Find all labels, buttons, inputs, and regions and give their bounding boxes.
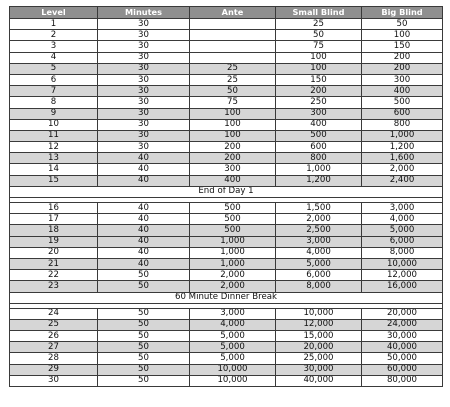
table-row <box>10 74 443 85</box>
cell-ante: 300 <box>190 164 276 175</box>
cell-level: 23 <box>10 281 98 292</box>
cell-ante <box>190 52 276 63</box>
cell-big-blind: 2,400 <box>362 175 443 186</box>
cell-minutes: 50 <box>98 319 190 330</box>
table-row <box>10 63 443 74</box>
table-row <box>10 342 443 353</box>
cell-level: 6 <box>10 74 98 85</box>
cell-minutes: 30 <box>98 19 190 30</box>
cell-minutes: 40 <box>98 214 190 225</box>
table-row <box>10 331 443 342</box>
cell-minutes: 40 <box>98 175 190 186</box>
cell-level: 1 <box>10 19 98 30</box>
cell-ante: 2,000 <box>190 270 276 281</box>
cell-big-blind: 16,000 <box>362 281 443 292</box>
cell-ante: 500 <box>190 214 276 225</box>
cell-minutes: 30 <box>98 142 190 153</box>
cell-small-blind: 15,000 <box>276 331 362 342</box>
cell-level: 13 <box>10 153 98 164</box>
cell-minutes: 40 <box>98 164 190 175</box>
cell-level: 15 <box>10 175 98 186</box>
cell-small-blind: 2,500 <box>276 225 362 236</box>
cell-small-blind: 150 <box>276 74 362 85</box>
table-row <box>10 375 443 386</box>
cell-small-blind: 8,000 <box>276 281 362 292</box>
table-row <box>10 236 443 247</box>
cell-minutes: 50 <box>98 375 190 386</box>
table-row <box>10 214 443 225</box>
table-row <box>10 319 443 330</box>
cell-big-blind: 5,000 <box>362 225 443 236</box>
cell-minutes: 30 <box>98 130 190 141</box>
cell-small-blind: 3,000 <box>276 236 362 247</box>
cell-big-blind: 40,000 <box>362 342 443 353</box>
cell-level: 12 <box>10 142 98 153</box>
cell-big-blind: 1,600 <box>362 153 443 164</box>
cell-small-blind: 40,000 <box>276 375 362 386</box>
cell-small-blind: 250 <box>276 97 362 108</box>
cell-level: 30 <box>10 375 98 386</box>
cell-big-blind: 1,200 <box>362 142 443 153</box>
cell-ante: 400 <box>190 175 276 186</box>
cell-minutes: 30 <box>98 119 190 130</box>
cell-ante: 200 <box>190 153 276 164</box>
cell-minutes: 40 <box>98 247 190 258</box>
cell-ante: 10,000 <box>190 364 276 375</box>
cell-ante: 1,000 <box>190 258 276 269</box>
cell-level: 19 <box>10 236 98 247</box>
cell-big-blind: 6,000 <box>362 236 443 247</box>
table-row <box>10 108 443 119</box>
cell-ante: 5,000 <box>190 331 276 342</box>
table-row <box>10 281 443 292</box>
cell-ante: 4,000 <box>190 319 276 330</box>
cell-level: 8 <box>10 97 98 108</box>
header-level: Level <box>10 7 98 19</box>
cell-level: 22 <box>10 270 98 281</box>
cell-minutes: 30 <box>98 30 190 41</box>
cell-small-blind: 400 <box>276 119 362 130</box>
cell-big-blind: 3,000 <box>362 203 443 214</box>
cell-minutes: 50 <box>98 308 190 319</box>
cell-minutes: 30 <box>98 74 190 85</box>
cell-ante: 500 <box>190 203 276 214</box>
header-row <box>10 7 443 19</box>
cell-level: 17 <box>10 214 98 225</box>
section-dinner-break <box>10 292 443 303</box>
cell-big-blind: 60,000 <box>362 364 443 375</box>
cell-big-blind: 2,000 <box>362 164 443 175</box>
cell-ante: 200 <box>190 142 276 153</box>
blind-structure-table <box>9 6 443 387</box>
cell-minutes: 40 <box>98 203 190 214</box>
cell-minutes: 30 <box>98 108 190 119</box>
cell-small-blind: 6,000 <box>276 270 362 281</box>
table-row <box>10 164 443 175</box>
cell-minutes: 40 <box>98 258 190 269</box>
table-row <box>10 364 443 375</box>
cell-small-blind: 100 <box>276 63 362 74</box>
header-small-blind: Small Blind <box>276 7 362 19</box>
cell-big-blind: 50,000 <box>362 353 443 364</box>
cell-big-blind: 100 <box>362 30 443 41</box>
cell-level: 21 <box>10 258 98 269</box>
cell-small-blind: 200 <box>276 86 362 97</box>
cell-ante: 100 <box>190 108 276 119</box>
cell-ante: 500 <box>190 225 276 236</box>
cell-level: 27 <box>10 342 98 353</box>
cell-small-blind: 2,000 <box>276 214 362 225</box>
cell-ante <box>190 19 276 30</box>
table-row <box>10 353 443 364</box>
cell-ante: 100 <box>190 130 276 141</box>
cell-level: 14 <box>10 164 98 175</box>
cell-minutes: 30 <box>98 86 190 97</box>
header-ante: Ante <box>190 7 276 19</box>
table-row <box>10 86 443 97</box>
table-row <box>10 153 443 164</box>
cell-big-blind: 24,000 <box>362 319 443 330</box>
cell-big-blind: 12,000 <box>362 270 443 281</box>
cell-level: 29 <box>10 364 98 375</box>
cell-small-blind: 20,000 <box>276 342 362 353</box>
cell-small-blind: 1,500 <box>276 203 362 214</box>
table-row <box>10 119 443 130</box>
cell-big-blind: 800 <box>362 119 443 130</box>
cell-level: 24 <box>10 308 98 319</box>
cell-ante: 3,000 <box>190 308 276 319</box>
table-row <box>10 41 443 52</box>
cell-big-blind: 80,000 <box>362 375 443 386</box>
cell-small-blind: 25 <box>276 19 362 30</box>
cell-ante: 25 <box>190 63 276 74</box>
cell-ante: 5,000 <box>190 342 276 353</box>
table-row <box>10 203 443 214</box>
cell-small-blind: 100 <box>276 52 362 63</box>
section-end-of-day-1-label: End of Day 1 <box>10 186 443 197</box>
cell-small-blind: 1,000 <box>276 164 362 175</box>
cell-minutes: 50 <box>98 270 190 281</box>
cell-ante: 75 <box>190 97 276 108</box>
cell-small-blind: 500 <box>276 130 362 141</box>
cell-level: 11 <box>10 130 98 141</box>
table-row <box>10 19 443 30</box>
cell-big-blind: 400 <box>362 86 443 97</box>
cell-ante: 1,000 <box>190 236 276 247</box>
table-row <box>10 175 443 186</box>
cell-big-blind: 4,000 <box>362 214 443 225</box>
cell-small-blind: 5,000 <box>276 258 362 269</box>
cell-minutes: 30 <box>98 41 190 52</box>
cell-small-blind: 75 <box>276 41 362 52</box>
cell-big-blind: 600 <box>362 108 443 119</box>
cell-big-blind: 150 <box>362 41 443 52</box>
cell-big-blind: 200 <box>362 52 443 63</box>
cell-small-blind: 800 <box>276 153 362 164</box>
cell-minutes: 50 <box>98 281 190 292</box>
section-dinner-break-label: 60 Minute Dinner Break <box>10 292 443 303</box>
cell-minutes: 30 <box>98 97 190 108</box>
cell-ante: 25 <box>190 74 276 85</box>
table-row <box>10 270 443 281</box>
cell-level: 5 <box>10 63 98 74</box>
table-row <box>10 258 443 269</box>
section-end-of-day-1 <box>10 186 443 197</box>
cell-level: 16 <box>10 203 98 214</box>
cell-ante: 1,000 <box>190 247 276 258</box>
cell-level: 18 <box>10 225 98 236</box>
cell-level: 7 <box>10 86 98 97</box>
cell-level: 9 <box>10 108 98 119</box>
table-row <box>10 308 443 319</box>
cell-minutes: 40 <box>98 236 190 247</box>
cell-big-blind: 50 <box>362 19 443 30</box>
cell-minutes: 50 <box>98 342 190 353</box>
table-row <box>10 225 443 236</box>
table-row <box>10 130 443 141</box>
cell-minutes: 50 <box>98 364 190 375</box>
cell-minutes: 40 <box>98 225 190 236</box>
cell-big-blind: 300 <box>362 74 443 85</box>
cell-big-blind: 500 <box>362 97 443 108</box>
cell-level: 26 <box>10 331 98 342</box>
cell-minutes: 50 <box>98 331 190 342</box>
cell-small-blind: 1,200 <box>276 175 362 186</box>
cell-minutes: 40 <box>98 153 190 164</box>
header-big-blind: Big Blind <box>362 7 443 19</box>
cell-level: 20 <box>10 247 98 258</box>
header-minutes: Minutes <box>98 7 190 19</box>
cell-minutes: 30 <box>98 63 190 74</box>
cell-big-blind: 1,000 <box>362 130 443 141</box>
cell-small-blind: 12,000 <box>276 319 362 330</box>
cell-ante: 100 <box>190 119 276 130</box>
blind-structure-container <box>9 6 442 387</box>
cell-small-blind: 50 <box>276 30 362 41</box>
cell-ante: 50 <box>190 86 276 97</box>
table-row <box>10 97 443 108</box>
cell-small-blind: 30,000 <box>276 364 362 375</box>
cell-level: 2 <box>10 30 98 41</box>
table-body <box>10 19 443 387</box>
cell-ante: 2,000 <box>190 281 276 292</box>
cell-ante <box>190 41 276 52</box>
table-row <box>10 52 443 63</box>
cell-small-blind: 600 <box>276 142 362 153</box>
cell-big-blind: 8,000 <box>362 247 443 258</box>
cell-level: 3 <box>10 41 98 52</box>
cell-ante: 5,000 <box>190 353 276 364</box>
cell-big-blind: 200 <box>362 63 443 74</box>
cell-small-blind: 4,000 <box>276 247 362 258</box>
cell-level: 28 <box>10 353 98 364</box>
cell-minutes: 50 <box>98 353 190 364</box>
cell-small-blind: 25,000 <box>276 353 362 364</box>
table-row <box>10 30 443 41</box>
table-row <box>10 247 443 258</box>
cell-big-blind: 30,000 <box>362 331 443 342</box>
cell-level: 4 <box>10 52 98 63</box>
cell-ante: 10,000 <box>190 375 276 386</box>
cell-minutes: 30 <box>98 52 190 63</box>
cell-level: 10 <box>10 119 98 130</box>
cell-level: 25 <box>10 319 98 330</box>
cell-small-blind: 300 <box>276 108 362 119</box>
cell-big-blind: 10,000 <box>362 258 443 269</box>
cell-small-blind: 10,000 <box>276 308 362 319</box>
cell-big-blind: 20,000 <box>362 308 443 319</box>
cell-ante <box>190 30 276 41</box>
table-row <box>10 142 443 153</box>
